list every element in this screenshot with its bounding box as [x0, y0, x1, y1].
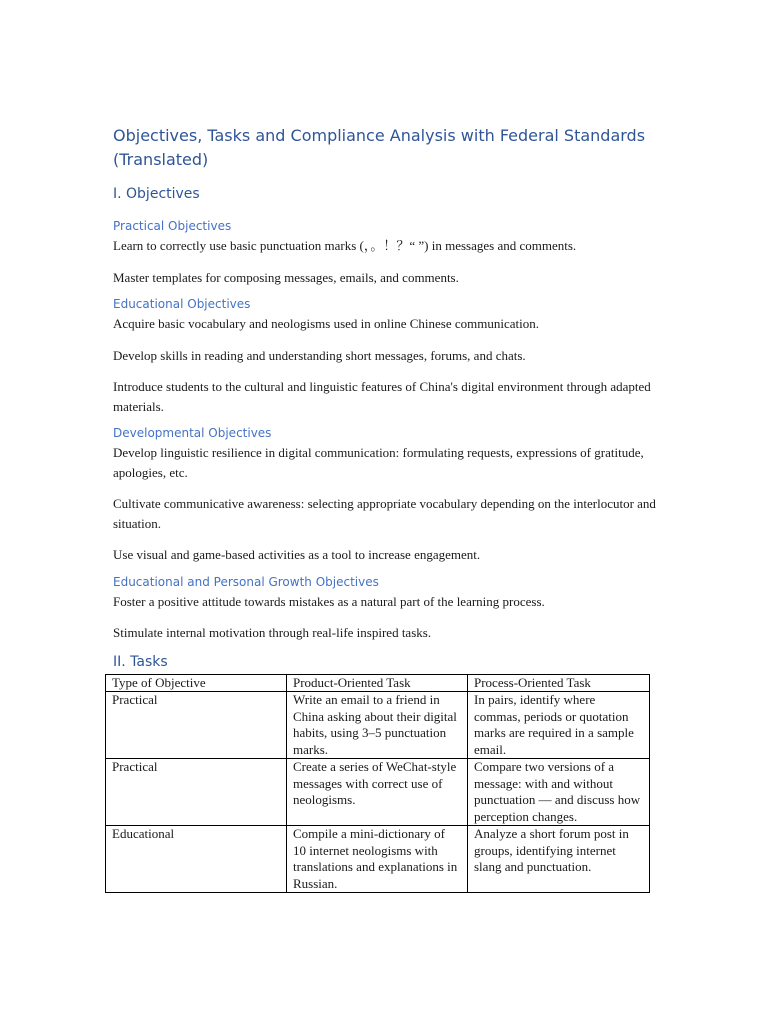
paragraph: Cultivate communicative awareness: selecting appropriate vocabulary depending on the interlocutor and situation. — [113, 496, 656, 531]
paragraph: Develop linguistic resilience in digital communication: formulating requests, expressions of gratitude, apologies, etc. — [113, 445, 644, 480]
objectives-heading: I. Objectives — [113, 186, 200, 202]
paragraph: Foster a positive attitude towards mistakes as a natural part of the learning process. — [113, 593, 545, 609]
table-cell: In pairs, identify where commas, periods or quotation marks are required in a sample email. — [468, 692, 650, 759]
table-cell: Educational — [106, 826, 287, 893]
paragraph: Introduce students to the cultural and linguistic features of China's digital environment through adapted materials. — [113, 379, 651, 414]
growth-objectives-section — [113, 574, 658, 643]
table-cell: Practical — [106, 759, 287, 826]
growth-objectives-heading: Educational and Personal Growth Objectives — [113, 574, 379, 589]
paragraph: Use visual and game-based activities as a tool to increase engagement. — [113, 547, 481, 562]
paragraph: Learn to correctly use basic punctuation marks (，。！？“ ”) in messages and comments. — [113, 238, 577, 253]
table-header-cell: Type of Objective — [106, 674, 287, 692]
tasks-table — [105, 674, 650, 894]
table-row — [106, 826, 650, 893]
educational-objectives-heading: Educational Objectives — [113, 297, 251, 311]
developmental-objectives-heading: Developmental Objectives — [113, 426, 272, 440]
document-page — [113, 124, 658, 893]
table-cell: Compare two versions of a message: with and without punctuation — and discuss how perception changes. — [468, 759, 650, 826]
table-cell: Analyze a short forum post in groups, identifying internet slang and punctuation. — [468, 826, 650, 893]
developmental-objectives-section — [113, 425, 658, 565]
table-header-cell: Product-Oriented Task — [287, 674, 468, 692]
document-title: Objectives, Tasks and Compliance Analysis with Federal Standards (Translated) — [113, 126, 646, 169]
table-header-row — [106, 674, 650, 692]
table-row — [106, 692, 650, 759]
educational-objectives-section — [113, 296, 658, 416]
tasks-heading: II. Tasks — [113, 653, 168, 670]
paragraph: Stimulate internal motivation through real-life inspired tasks. — [113, 625, 432, 640]
paragraph: Master templates for composing messages, emails, and comments. — [113, 269, 459, 285]
paragraph: Acquire basic vocabulary and neologisms used in online Chinese communication. — [113, 316, 540, 331]
table-cell: Practical — [106, 692, 287, 759]
paragraph: Develop skills in reading and understanding short messages, forums, and chats. — [113, 347, 526, 363]
table-header-cell: Process-Oriented Task — [468, 674, 650, 692]
table-cell: Write an email to a friend in China asking about their digital habits, using 3–5 punctuation marks. — [287, 692, 468, 759]
practical-objectives-section — [113, 218, 658, 287]
table-cell: Create a series of WeChat-style messages with correct use of neologisms. — [287, 759, 468, 826]
table-cell: Compile a mini-dictionary of 10 internet neologisms with translations and explanations in Russian. — [287, 826, 468, 893]
table-row — [106, 759, 650, 826]
practical-objectives-heading: Practical Objectives — [113, 219, 232, 233]
